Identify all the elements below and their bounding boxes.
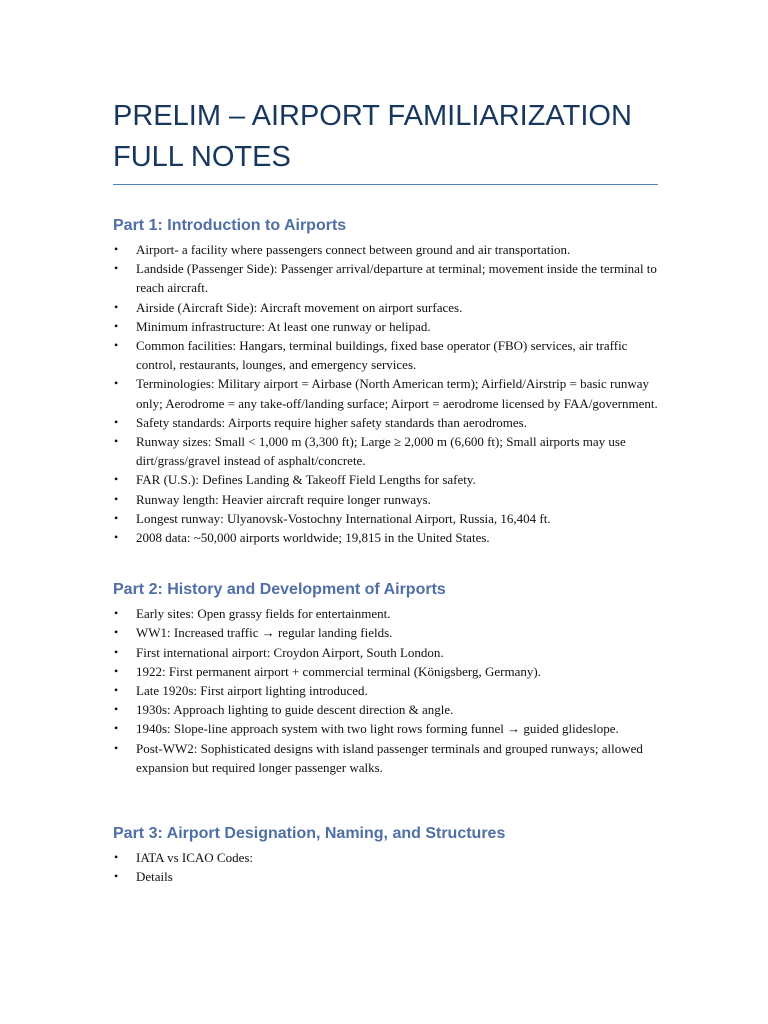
bullet-icon: •	[114, 625, 119, 640]
bullet-icon: •	[114, 869, 119, 884]
list-item	[113, 240, 658, 259]
section-intro	[113, 215, 658, 547]
list-item	[113, 259, 658, 297]
list-item	[113, 681, 658, 700]
section-heading: Part 3: Airport Designation, Naming, and Structures	[113, 825, 506, 843]
list-item-text: Terminologies: Military airport = Airbase (North American term); Airfield/Airstrip = basic runway only; Aerodrome = any take-off/landing surface; Airport = aerodrome licensed by FAA/government.	[136, 376, 658, 411]
bullet-icon: •	[114, 644, 119, 659]
list-item	[113, 700, 658, 719]
list-item-text: IATA vs ICAO Codes:	[136, 850, 254, 866]
list-item	[113, 470, 658, 489]
list-item	[113, 719, 658, 738]
list-item-text: 1922: First permanent airport + commercial terminal (Königsberg, Germany).	[136, 663, 541, 679]
bullet-icon: •	[114, 606, 119, 621]
list-item	[113, 490, 658, 509]
list-item	[113, 848, 658, 867]
list-item-text: Airside (Aircraft Side): Aircraft movement on airport surfaces.	[136, 299, 463, 315]
bullet-icon: •	[114, 242, 119, 256]
list-item-text: Airport- a facility where passengers connect between ground and air transportation.	[136, 242, 571, 257]
list-item	[113, 298, 658, 317]
bullet-icon: •	[114, 510, 119, 525]
list-item-text: WW1: Increased traffic → regular landing fields.	[136, 625, 393, 641]
bullet-icon: •	[114, 299, 119, 314]
bullet-list	[113, 240, 658, 547]
bullet-icon: •	[114, 318, 119, 333]
list-item-text: Runway length: Heavier aircraft require longer runways.	[136, 491, 431, 507]
list-item	[113, 528, 658, 547]
list-item-text: Details	[136, 869, 173, 885]
list-item-text: Longest runway: Ulyanovsk-Vostochny International Airport, Russia, 16,404 ft.	[136, 510, 551, 526]
list-item-text: Landside (Passenger Side): Passenger arrival/departure at terminal; movement inside the terminal to reach aircraft.	[136, 261, 657, 296]
bullet-icon: •	[114, 434, 119, 449]
bullet-list	[113, 604, 658, 777]
bullet-icon: •	[114, 702, 119, 717]
list-item	[113, 336, 658, 374]
bullet-icon: •	[114, 338, 119, 353]
document-title-line-2: FULL NOTES	[113, 141, 291, 173]
list-item-text: Common facilities: Hangars, terminal buildings, fixed base operator (FBO) services, air traffic control, restaurants, lounges, and emergency services.	[136, 338, 628, 373]
list-item-text: 1930s: Approach lighting to guide descent direction & angle.	[136, 702, 454, 718]
list-item-text: Post-WW2: Sophisticated designs with island passenger terminals and grouped runways; allowed expansion but required longer passenger walks.	[136, 740, 643, 775]
list-item	[113, 662, 658, 681]
list-item-text: 1940s: Slope-line approach system with two light rows forming funnel → guided glideslope.	[136, 721, 619, 737]
list-item-text: Runway sizes: Small < 1,000 m (3,300 ft); Large ≥ 2,000 m (6,600 ft); Small airports may use dirt/grass/gravel instead of asphalt/concrete.	[136, 434, 626, 469]
bullet-icon: •	[114, 261, 119, 276]
document-title-line-1: PRELIM – AIRPORT FAMILIARIZATION	[113, 100, 632, 132]
bullet-icon: •	[114, 850, 119, 865]
list-item-text: 2008 data: ~50,000 airports worldwide; 19,815 in the United States.	[136, 530, 490, 546]
bullet-icon: •	[114, 721, 119, 736]
document-page	[113, 96, 658, 886]
list-item	[113, 413, 658, 432]
bullet-list	[113, 848, 658, 886]
list-item-text: Late 1920s: First airport lighting introduced.	[136, 683, 368, 699]
bullet-icon: •	[114, 530, 119, 545]
list-item	[113, 432, 658, 470]
list-item-text: FAR (U.S.): Defines Landing & Takeoff Field Lengths for safety.	[136, 472, 476, 488]
bullet-icon: •	[114, 683, 119, 698]
list-item	[113, 604, 658, 623]
list-item	[113, 739, 658, 777]
section-heading: Part 1: Introduction to Airports	[113, 217, 347, 234]
list-item-text: Early sites: Open grassy fields for entertainment.	[136, 606, 391, 622]
list-item	[113, 623, 658, 642]
bullet-icon: •	[114, 414, 119, 429]
bullet-icon: •	[114, 491, 119, 506]
section-designation	[113, 823, 658, 886]
list-item	[113, 374, 658, 412]
list-item	[113, 317, 658, 336]
list-item-text: Safety standards: Airports require higher safety standards than aerodromes.	[136, 414, 527, 430]
document-title	[113, 96, 658, 185]
list-item-text: Minimum infrastructure: At least one runway or helipad.	[136, 318, 431, 334]
bullet-icon: •	[114, 472, 119, 487]
list-item	[113, 509, 658, 528]
list-item	[113, 643, 658, 662]
section-history	[113, 579, 658, 777]
section-heading: Part 2: History and Development of Airports	[113, 581, 446, 599]
list-item-text: First international airport: Croydon Airport, South London.	[136, 644, 444, 660]
bullet-icon: •	[114, 376, 119, 391]
bullet-icon: •	[114, 663, 119, 678]
list-item	[113, 867, 658, 886]
bullet-icon: •	[114, 740, 119, 755]
